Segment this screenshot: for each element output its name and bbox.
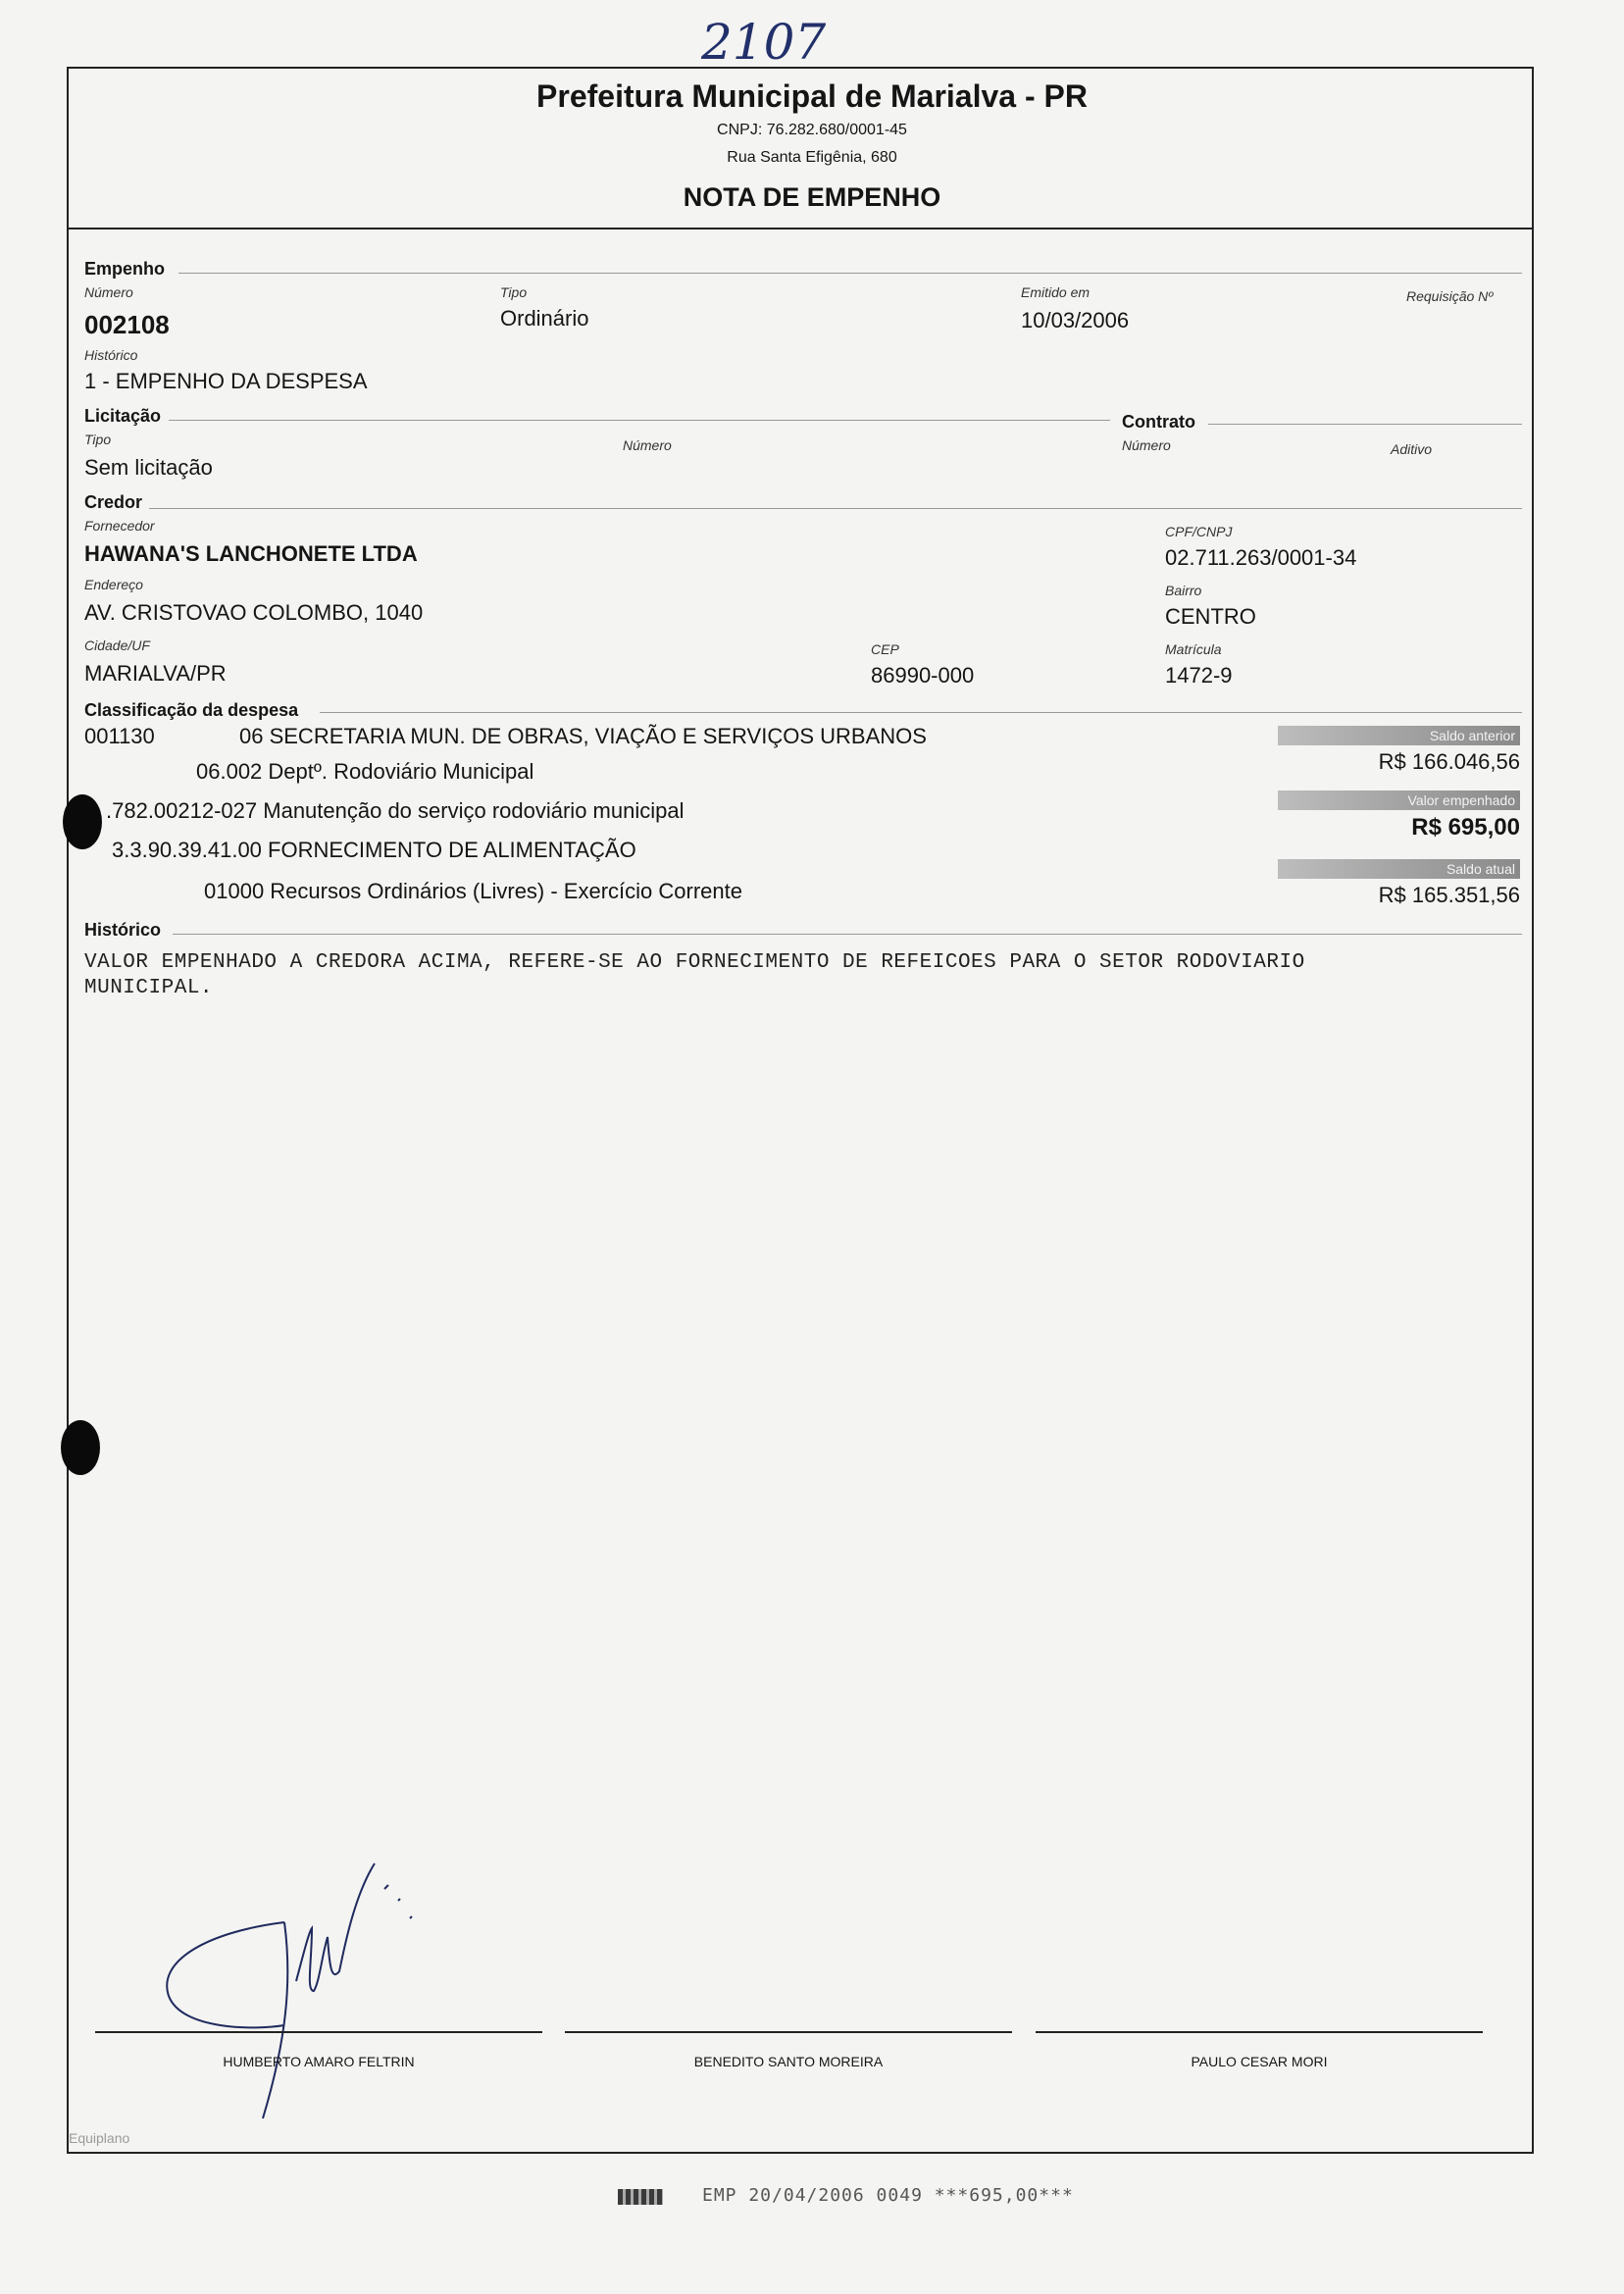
section-rule — [1208, 424, 1522, 425]
saldo-atual-label: Saldo atual — [1278, 859, 1520, 879]
historico-short-label: Histórico — [84, 347, 138, 363]
handwritten-signature — [147, 1844, 441, 2138]
signature-line — [95, 2031, 542, 2033]
endereco-label: Endereço — [84, 577, 143, 592]
section-historico: Histórico — [84, 920, 162, 940]
bairro-label: Bairro — [1165, 583, 1202, 598]
signature-line — [1036, 2031, 1483, 2033]
emission-date: 10/03/2006 — [1021, 308, 1130, 332]
address-line: Rua Santa Efigênia, 680 — [727, 149, 897, 166]
section-rule — [173, 934, 1522, 935]
tipo-label: Tipo — [500, 284, 528, 300]
header-divider — [69, 228, 1532, 229]
emitido-label: Emitido em — [1021, 284, 1091, 300]
empenho-number: 002108 — [84, 310, 170, 339]
licitacao-tipo: Sem licitação — [84, 455, 213, 480]
numero-label: Número — [84, 284, 133, 300]
signatory-name: HUMBERTO AMARO FELTRIN — [223, 2054, 415, 2069]
saldo-anterior-value: R$ 166.046,56 — [1378, 749, 1520, 774]
punch-hole — [63, 794, 102, 849]
saldo-anterior-label: Saldo anterior — [1278, 726, 1520, 745]
municipality-title: Prefeitura Municipal de Marialva - PR — [536, 78, 1088, 114]
signatory-name: BENEDITO SANTO MOREIRA — [693, 2054, 884, 2069]
cep-label: CEP — [871, 641, 899, 657]
document-title: NOTA DE EMPENHO — [683, 182, 941, 212]
supplier-bairro: CENTRO — [1165, 604, 1256, 629]
cidade-label: Cidade/UF — [84, 637, 150, 653]
fornecedor-label: Fornecedor — [84, 518, 155, 534]
section-rule — [149, 508, 1522, 509]
historico-text-line-1: VALOR EMPENHADO A CREDORA ACIMA, REFERE-SE AO FORNECIMENTO DE REFEICOES PARA O SETOR RODOVIARIO — [84, 951, 1305, 974]
signature-line — [565, 2031, 1012, 2033]
section-contrato: Contrato — [1122, 412, 1195, 432]
secretaria-line: 06 SECRETARIA MUN. DE OBRAS, VIAÇÃO E SERVIÇOS URBANOS — [239, 724, 927, 748]
section-classificacao: Classificação da despesa — [84, 700, 299, 720]
section-rule — [320, 712, 1522, 713]
receipt-stamp: EMP 20/04/2006 0049 ***695,00*** — [702, 2185, 1074, 2206]
unit-code: 001130 — [84, 724, 155, 748]
empenho-tipo: Ordinário — [500, 306, 589, 331]
section-empenho: Empenho — [84, 259, 166, 279]
valor-empenhado-value: R$ 695,00 — [1411, 814, 1520, 841]
supplier-name: HAWANA'S LANCHONETE LTDA — [84, 541, 418, 566]
contrato-numero-label: Número — [1122, 437, 1171, 453]
cpf-cnpj-label: CPF/CNPJ — [1165, 524, 1233, 539]
aditivo-label: Aditivo — [1391, 441, 1433, 457]
matricula-label: Matrícula — [1165, 641, 1222, 657]
supplier-city: MARIALVA/PR — [84, 661, 227, 686]
supplier-address: AV. CRISTOVAO COLOMBO, 1040 — [84, 600, 424, 625]
section-credor: Credor — [84, 492, 143, 512]
signatory-name: PAULO CESAR MORI — [1191, 2054, 1328, 2069]
supplier-cep: 86990-000 — [871, 663, 975, 688]
valor-empenhado-label: Valor empenhado — [1278, 790, 1520, 810]
section-rule — [169, 420, 1110, 421]
section-licitacao: Licitação — [84, 406, 162, 426]
supplier-matricula: 1472-9 — [1165, 663, 1233, 688]
licitacao-numero-label: Número — [623, 437, 672, 453]
program-line: .782.00212-027 Manutenção do serviço rodoviário municipal — [106, 798, 685, 823]
expense-element-line: 3.3.90.39.41.00 FORNECIMENTO DE ALIMENTAÇÃO — [112, 838, 636, 862]
section-rule — [178, 273, 1522, 274]
resource-line: 01000 Recursos Ordinários (Livres) - Exercício Corrente — [204, 879, 742, 903]
licitacao-tipo-label: Tipo — [84, 432, 112, 447]
punch-hole — [61, 1420, 100, 1475]
stamp-logo-icon — [618, 2189, 663, 2205]
requisicao-label: Requisição Nº — [1406, 288, 1494, 304]
supplier-cnpj: 02.711.263/0001-34 — [1165, 545, 1357, 570]
historico-text-line-2: MUNICIPAL. — [84, 977, 214, 999]
saldo-atual-value: R$ 165.351,56 — [1378, 883, 1520, 907]
cnpj-line: CNPJ: 76.282.680/0001-45 — [717, 122, 907, 138]
empenho-historico: 1 - EMPENHO DA DESPESA — [84, 369, 368, 393]
department-line: 06.002 Deptº. Rodoviário Municipal — [196, 759, 534, 784]
handwritten-sheet-number: 2107 — [701, 14, 827, 71]
footer-brand: Equiplano — [69, 2130, 130, 2146]
